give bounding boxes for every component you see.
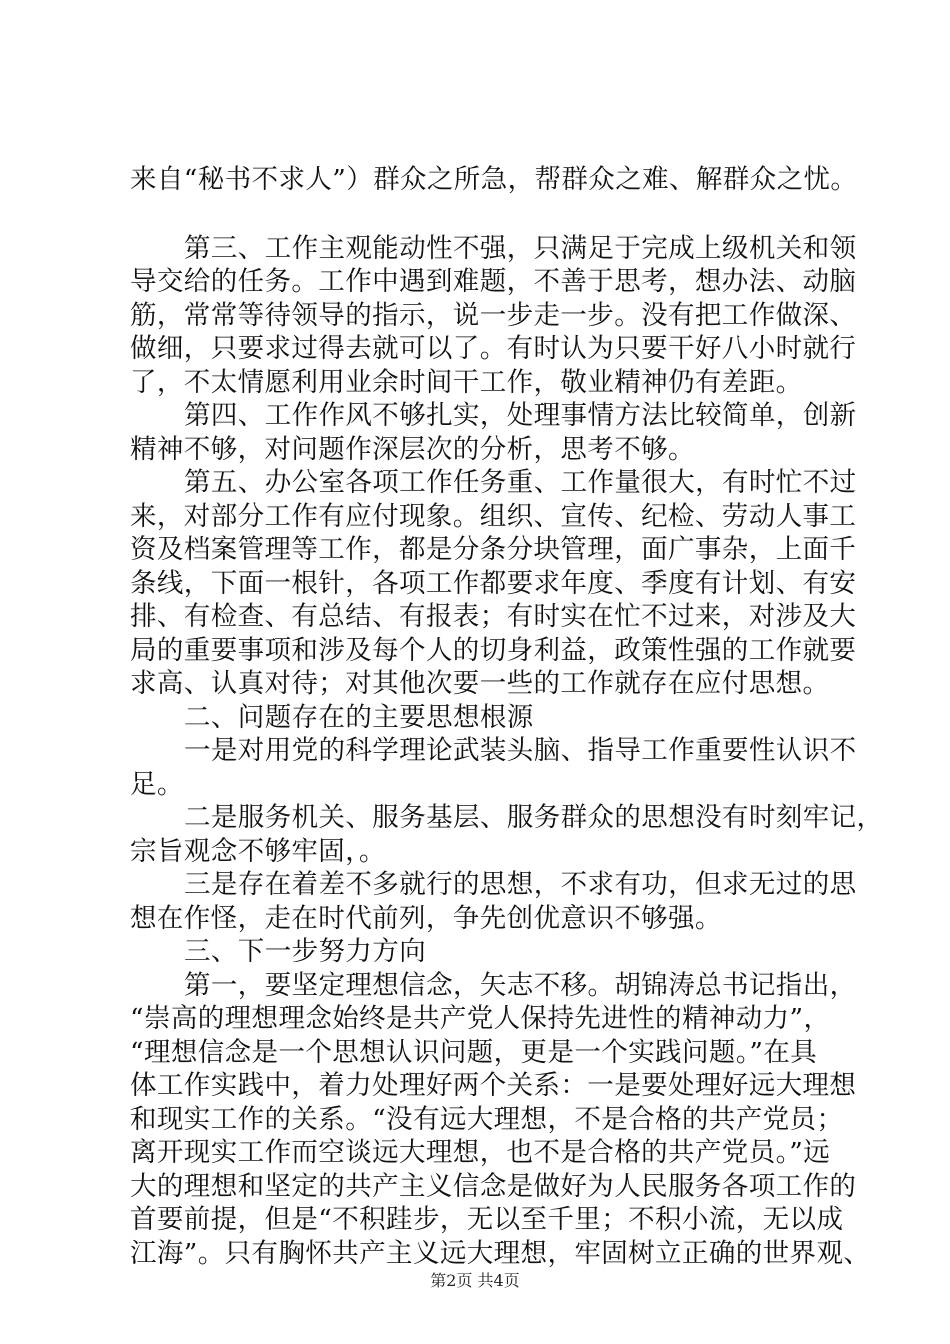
paragraph-gap [130,197,845,232]
text-line: “理想信念是一个思想认识问题，更是一个实践问题。”在具 [130,1036,818,1068]
text-line: 局的重要事项和涉及每个人的切身利益，政策性强的工作就要 [130,634,857,666]
text-line: 精神不够，对问题作深层次的分析，思考不够。 [130,433,695,465]
text-line: 和现实工作的关系。“没有远大理想，不是合格的共产党员； [130,1103,844,1135]
text-line: 条线，下面一根针，各项工作都要求年度、季度有计划、有安 [130,567,857,599]
text-line: “崇高的理想理念始终是共产党人保持先进性的精神动力”， [130,1003,831,1034]
text-line: 二是服务机关、服务基层、服务群众的思想没有时刻牢记， [184,802,884,833]
text-line: 宗旨观念不够牢固，。 [130,835,386,867]
document-body [130,163,884,1270]
text-line: 来，对部分工作有应付现象。组织、宣传、纪检、劳动人事工 [130,500,857,532]
page-number-label: 第2页 共4页 [430,1271,520,1290]
text-line: 第四、工作作风不够扎实，处理事情方法比较简单，创新 [184,400,857,431]
text-line: 一是对用党的科学理论武装头脑、指导工作重要性认识不 [184,735,857,766]
text-line: 排、有检查、有总结、有报表；有时实在忙不过来，对涉及大 [130,601,857,632]
text-line: 了，不太情愿利用业余时间干工作，敬业精神仍有差距。 [130,366,803,398]
text-line: 求高、认真对待；对其他次要一些的工作就存在应付思想。 [130,668,830,699]
text-line: 体工作实践中，着力处理好两个关系：一是要处理好远大理想 [130,1070,857,1101]
text-line: 资及档案管理等工作，都是分条分块管理，面广事杂，上面千 [130,534,857,565]
text-line: 首要前提，但是“不积跬步，无以至千里；不积小流，无以成 [130,1204,844,1235]
page-footer [0,1270,950,1292]
text-line: 足。 [130,768,184,800]
text-line: 大的理想和坚定的共产主义信念是做好为人民服务各项工作的 [130,1170,857,1202]
text-line: 筋，常常等待领导的指示，说一步走一步。没有把工作做深、 [130,299,857,331]
section-heading: 三、下一步努力方向 [184,936,427,967]
text-line: 离开现实工作而空谈远大理想，也不是合格的共产党员。”远 [130,1137,831,1168]
text-line: 想在作怪，走在时代前列，争先创优意识不够强。 [130,902,722,934]
text-line: 第五、办公室各项工作任务重、工作量很大，有时忙不过 [184,467,857,498]
text-line: 第三、工作主观能动性不强，只满足于完成上级机关和领 [184,232,857,264]
text-line: 第一，要坚定理想信念，矢志不移。胡锦涛总书记指出， [184,969,857,1001]
text-line: 来自“秘书不求人”）群众之所急，帮群众之难、解群众之忧。 [130,164,858,195]
text-line: 江海”。只有胸怀共产主义远大理想，牢固树立正确的世界观、 [130,1237,871,1269]
section-heading: 二、问题存在的主要思想根源 [184,701,534,733]
text-line: 做细，只要求过得去就可以了。有时认为只要干好八小时就行 [130,333,857,364]
text-line: 导交给的任务。工作中遇到难题，不善于思考，想办法、动脑 [130,266,857,297]
text-line: 三是存在着差不多就行的思想，不求有功，但求无过的思 [184,869,857,900]
